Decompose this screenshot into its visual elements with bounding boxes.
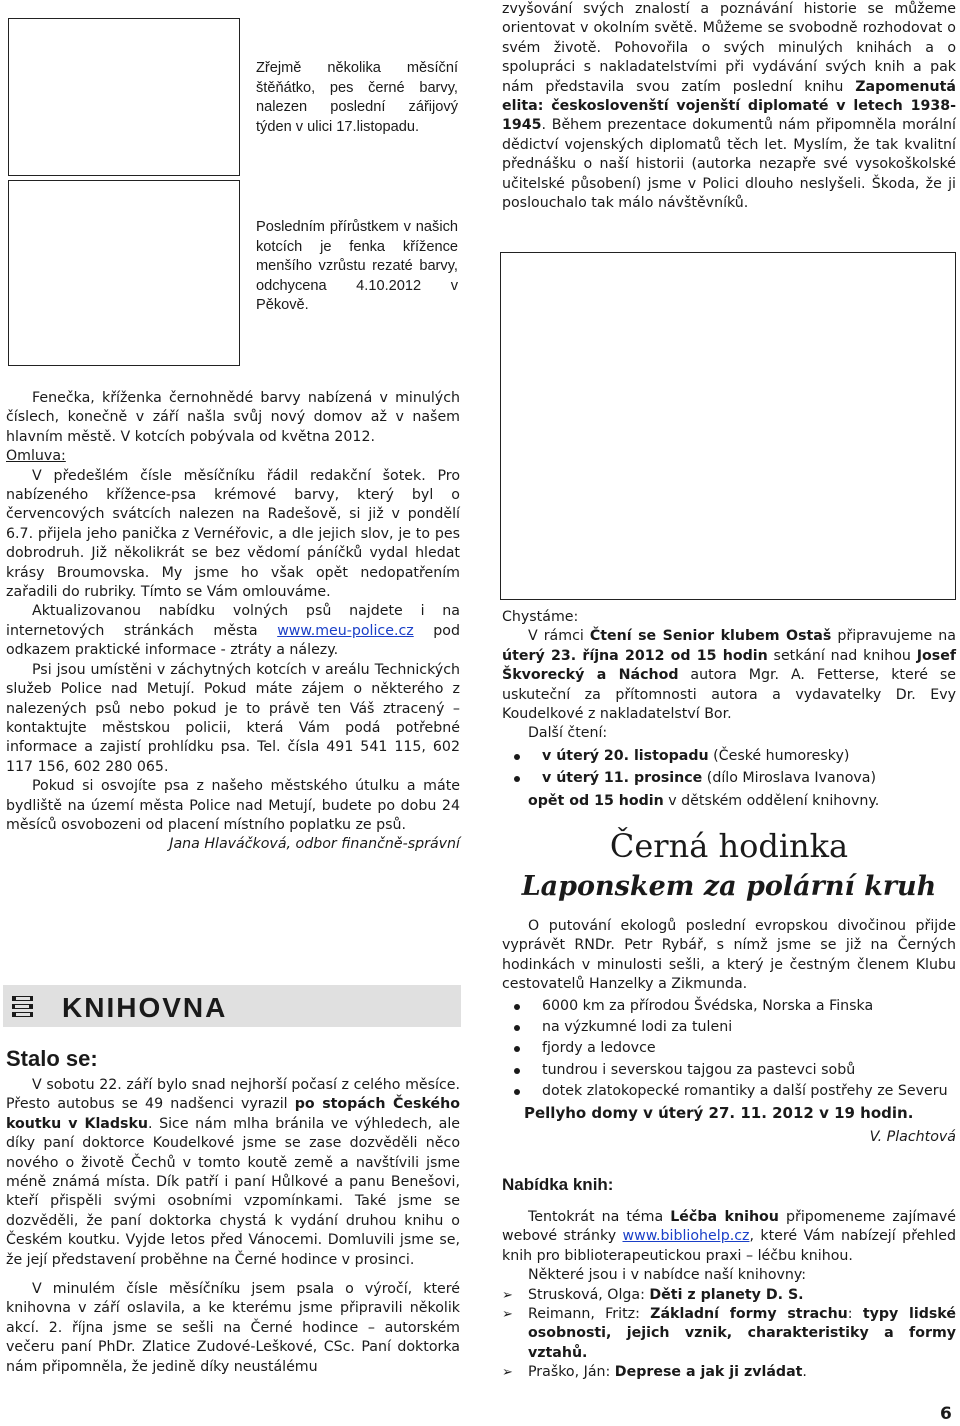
anniversary-paragraph: V minulém čísle měsíčníku jsem psala o výročí, které knihovna v září oslavila, a ke kterému jsme připravili několik akcí. 2. října jsme se sešli na Černé hodince – autorském večeru paní PhDr. Zlatice Zudové-Leškové, CSc. Paní doktorka nám připomněla, že jedině díky neustálému [6, 1281, 460, 1375]
reading-item: v úterý 11. prosince (dílo Miroslava Ivanova) [502, 769, 956, 788]
dog-offer-paragraph: Aktualizovanou nabídku volných psů najdete i na internetových stránkách města www.meu-police.cz pod odkazem praktické informace - ztráty a nálezy. [6, 603, 460, 659]
photo-caption-dog: Posledním přírůstkem v našich kotcích je fenka křížence menšího vzrůstu rezaté barvy, odchycena 4.10.2012 v Pěkově. [256, 219, 458, 314]
fee-exemption-paragraph: Pokud si osvojíte psa z našeho městského útulku a máte bydliště na území města Police nad Metují, budete po dobu 24 měsíců osvobozeni od placení místního poplatku ze psů. [6, 778, 460, 833]
dog-adopted-paragraph: Fenečka, kříženka černohnědé barvy nabízená v minulých číslech, konečně v září našla svůj nový domov až v našem hlavním městě. V kotcích pobývala od května 2012. [6, 390, 460, 445]
black-hour-title: Černá hodinka [609, 827, 849, 865]
plans-label: Chystáme: [502, 609, 579, 625]
stalo-se-heading: Stalo se: [6, 1046, 98, 1071]
bibliotherapy-paragraph: Tentokrát na téma Léčba knihou připomeneme zajímavé webové stránky www.bibliohelp.cz, které Vám nabízejí přehled knih pro biblioterapeutickou praxi – léčbu knihou. [502, 1209, 957, 1264]
library-news [6, 1076, 460, 1377]
bullet-item: tundrou i severskou tajgou za pastevci sobů [502, 1061, 956, 1080]
apology-paragraph: V předešlém čísle měsíčníku řádil redakční šotek. Pro nabízeného křížence-psa krémové barvy, který byl o červencových svátcích nalezen na Radešově, si již v pondělí 6.7. přijela jeho panička z Vernéřovic, a dle jejich slov, je to pes dobrodruh. Již několikrát se bez vědomí páníčků vydal hledat krásy Broumovska. My jsme ho však opět nedopatřením zařadili do rubriky. Tímto se Vám omlouváme. [6, 467, 460, 601]
bullet-item: na výzkumné lodi za tuleni [502, 1018, 956, 1037]
meu-police-link[interactable]: www.meu-police.cz [277, 622, 414, 639]
library-heading: KNIHOVNA [62, 992, 228, 1023]
book-offer-heading: Nabídka knih: [502, 1175, 614, 1194]
book-item: ➢ Praško, Ján: Deprese a jak ji zvládat. [502, 1363, 956, 1382]
plans-paragraph: V rámci Čtení se Senior klubem Ostaš připravujeme na úterý 23. října 2012 od 15 hodin setkání nad knihou Josef Škvorecký a Náchod autora Mgr. A. Fetterse, které se uskuteční za přítomnosti autora a vydavatelky Dr. Evy Koudelkové z nakladatelství Bor. [502, 628, 956, 723]
book-offer-section [502, 1208, 956, 1383]
black-hour-signature: V. Plachtová [869, 1129, 956, 1146]
black-hour-subtitle: Laponskem za polární kruh [521, 871, 937, 902]
next-reading-label: Další čtení: [528, 725, 608, 742]
black-hour-intro: O putování ekologů poslední evropskou divočinou přijde vyprávět RNDr. Petr Rybář, s nímž jsme se již na Černých hodinkách v minulosti sešli, a který je čestným členem Klubu cestovatelů Hanzelky a Zikmunda. [502, 918, 956, 993]
reading-list [502, 747, 956, 789]
book-title-elita: Zapomenutá elita: českoslovenští vojenští diplomaté v letech 1938-1945 [502, 78, 956, 134]
dogs-section [6, 389, 460, 855]
trip-paragraph: V sobotu 22. září bylo snad nejhorší počasí z celého měsíce. Přesto autobus se 49 nadšenci vyrazil po stopách Českého koutku v Kladsku. Sice nám mlha bránila ve výhledech, ale díky paní doktorce Koudelkové jsme se zase dozvěděli něco nového o životě Čechů v tomto koutě země a navštívili jsme méně známá místa. Dík patří i paní Hůlkové a panu Benešovi, kteří přispěli svými osobními vzpomínkami. Také jsme se dozvěděli, že paní doktorka chystá k vydání druhou knihu o Českém koutku. Vyjde letos před Vánocemi. Domluvili jsme se, že její představení proběhne na Černé hodince v prosinci. [6, 1077, 460, 1268]
bullet-item: 6000 km za přírodou Švédska, Norska a Finska [502, 997, 956, 1016]
photo-dog-pekov [8, 180, 240, 366]
photo-puppy [8, 18, 240, 176]
history-talk-text: zvyšování svých znalostí a poznávání historie se můžeme orientovat v okolním světě. Můžeme se svobodně rozhodovat o svém životě. Pohovořila o svých minulých knihách a o spolupráci s nakladatelstvími při vydávání svých knih a pak nám představila svou zatím poslední knihu Zapomenutá elita: českoslovenští vojenští diplomaté v letech 1938-1945. Během prezentace dokumentů nám připomněla morální dědictví vojenských diplomatů těch let. Myslím, že tak kvalitní přednášku o naší historii (autorka nezapře své vysokoškolské učitelské působení) jsme v Polici dlouho neslyšeli. Škoda, že ji poslouchalo tak málo návštěvníků. [502, 1, 956, 212]
reading-item: v úterý 20. listopadu (České humoresky) [502, 747, 956, 766]
black-hour-bullets [502, 997, 956, 1102]
books-icon [9, 994, 37, 1026]
dogs-signature: Jana Hlaváčková, odbor finančně-správní [169, 836, 460, 853]
offer-available-text: Některé jsou i v nabídce naší knihovny: [528, 1267, 807, 1284]
book-list [502, 1286, 956, 1383]
bibliohelp-link[interactable]: www.bibliohelp.cz [622, 1228, 750, 1245]
photo-caption-puppy: Zřejmě několika měsíční štěňátko, pes černé barvy, nalezen poslední zářijový týden v ulici 17.listopadu. [256, 60, 458, 135]
book-item: ➢ Strusková, Olga: Děti z planety D. S. [502, 1286, 956, 1305]
page-number: 6 [940, 1404, 952, 1424]
black-hour-place-time: Pellyho domy v úterý 27. 11. 2012 v 19 hodin. [524, 1103, 914, 1122]
reading-time: opět od 15 hodin v dětském oddělení knihovny. [528, 792, 880, 809]
book-item: ➢ Reimann, Fritz: Základní formy strachu: typy lidské osobnosti, jejich vznik, charakteristiky a formy vztahů. [502, 1305, 956, 1363]
shelter-paragraph: Psi jsou umístěni v záchytných kotcích v areálu Technických služeb Police nad Metují. Pokud máte zájem o některého z nalezených psů nebo pokud je to právě ten Váš ztracený – kontaktujte městskou policii, která Vám podá potřebné informace a zajistí prohlídku psa. Tel. čísla 491 541 115, 602 117 156, 602 280 065. [6, 661, 460, 775]
plans-section [502, 608, 956, 811]
bullet-item: dotek zlatokopecké romantiky a další postřehy ze Severu [502, 1082, 956, 1101]
photo-library-event [500, 252, 956, 600]
apology-label: Omluva: [6, 448, 66, 465]
black-hour-section [502, 917, 956, 1147]
bullet-item: fjordy a ledovce [502, 1039, 956, 1058]
